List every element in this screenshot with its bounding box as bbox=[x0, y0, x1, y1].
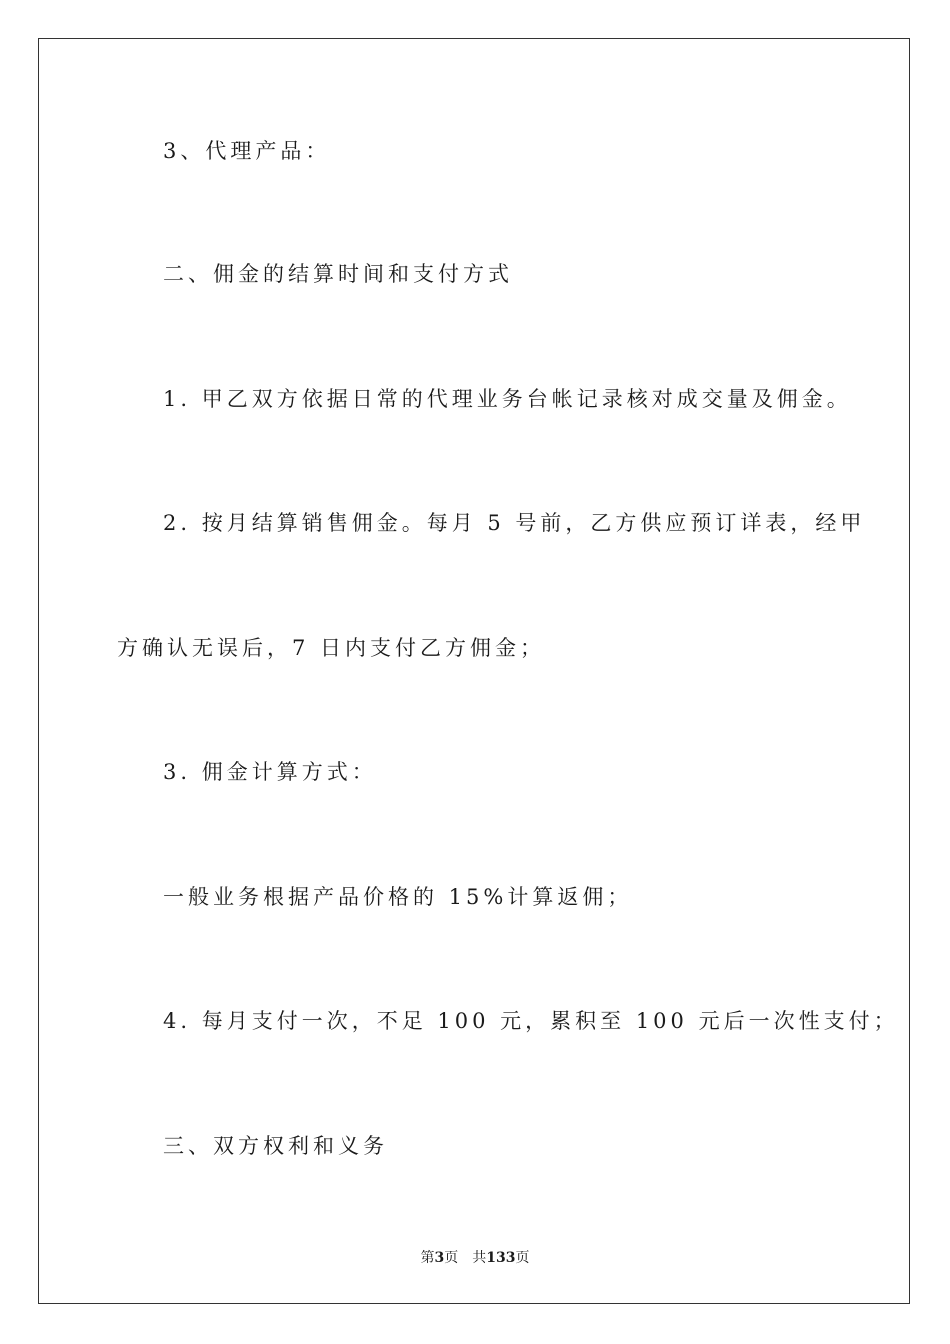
page-border bbox=[38, 38, 910, 1304]
paragraph-7: 4. 每月支付一次，不足 100 元，累积至 100 元后一次性支付； bbox=[163, 1009, 899, 1033]
footer-total-prefix: 共 bbox=[472, 1250, 487, 1266]
page-footer bbox=[0, 1247, 950, 1267]
paragraph-4-line-2: 方确认无误后，7 日内支付乙方佣金； bbox=[117, 636, 546, 660]
footer-total-suffix: 页 bbox=[515, 1250, 530, 1266]
footer-page-prefix: 第 bbox=[420, 1250, 435, 1266]
paragraph-3: 1. 甲乙双方依据日常的代理业务台帐记录核对成交量及佣金。 bbox=[163, 387, 852, 411]
footer-page-suffix: 页 bbox=[444, 1250, 459, 1266]
paragraph-5: 3. 佣金计算方式： bbox=[163, 760, 377, 784]
paragraph-2-heading: 二、佣金的结算时间和支付方式 bbox=[163, 262, 513, 286]
paragraph-4-line-1: 2. 按月结算销售佣金。每月 5 号前，乙方供应预订详表，经甲 bbox=[163, 511, 866, 535]
paragraph-8-heading: 三、双方权利和义务 bbox=[163, 1134, 388, 1158]
paragraph-6: 一般业务根据产品价格的 15%计算返佣； bbox=[163, 885, 633, 909]
footer-page-number: 3 bbox=[434, 1250, 445, 1266]
paragraph-1: 3、代理产品： bbox=[163, 139, 331, 163]
footer-total-pages: 133 bbox=[486, 1250, 516, 1266]
